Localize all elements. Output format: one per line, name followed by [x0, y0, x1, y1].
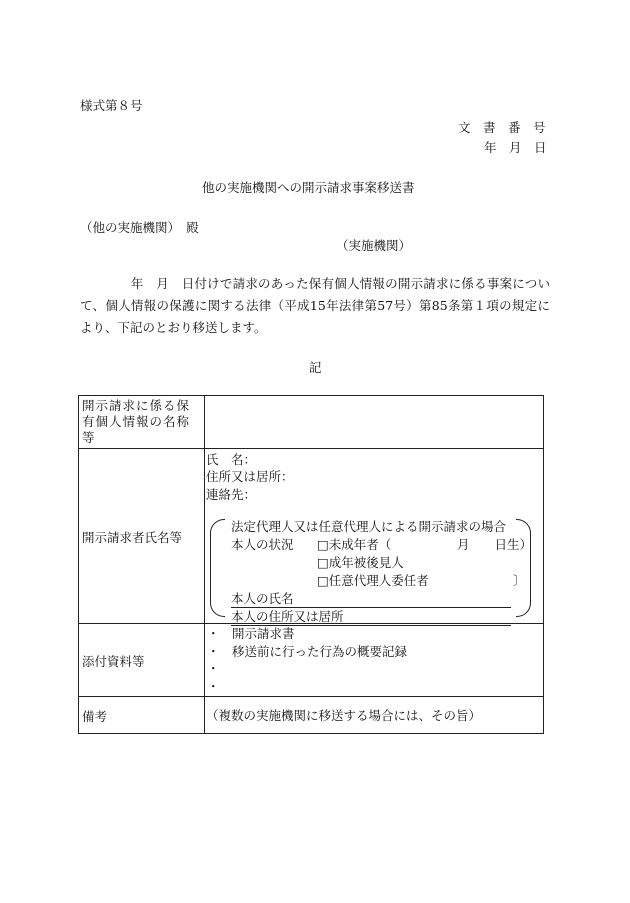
close-bracket: 〕 [513, 573, 526, 588]
checkbox-delegate[interactable]: □任意代理人委任者 [317, 573, 429, 588]
principal-name: 本人の氏名 [231, 589, 511, 608]
addressee: （他の実施機関） 殿 [80, 220, 199, 235]
name-label: 氏 名： [206, 452, 257, 467]
row-label: 開示請求者氏名等 [79, 449, 205, 624]
checkbox-minor[interactable]: □未成年者（ [317, 537, 392, 552]
row-value [205, 396, 544, 449]
list-item: ・ 開示請求書 [207, 626, 295, 641]
bracket-left [210, 519, 225, 617]
address-label: 住所又は居所： [206, 469, 294, 484]
list-item: ・ [207, 678, 220, 694]
status-label: 本人の状況 [231, 537, 294, 552]
document-title: 他の実施機関への開示請求事案移送書 [202, 180, 415, 195]
bracket-right [516, 519, 531, 617]
contact-label: 連絡先： [206, 487, 257, 502]
attachments-list [205, 624, 544, 697]
date-label: 年 月 日 [484, 140, 547, 155]
proxy-title: 法定代理人又は任意代理人による開示請求の場合 [231, 519, 507, 534]
ki-heading: 記 [309, 360, 322, 375]
row-label: 添付資料等 [79, 624, 205, 697]
table-row [79, 396, 544, 449]
list-item: ・ 移送前に行った行為の概要記録 [207, 643, 408, 659]
table-row [79, 624, 544, 697]
transfer-table [78, 395, 544, 734]
table-row [79, 449, 544, 624]
requester-details [205, 449, 544, 624]
document-number-label: 文 書 番 号 [458, 120, 546, 135]
sender: （実施機関） [336, 238, 412, 253]
principal-address: 本人の住所又は居所 [231, 607, 511, 626]
row-label: 開示請求に係る保有個人情報の名称等 [79, 396, 205, 449]
form-number: 様式第８号 [80, 98, 143, 113]
remarks-value: （複数の実施機関に移送する場合には、その旨） [205, 697, 544, 734]
list-item: ・ [207, 661, 220, 676]
minor-birthdate: 月 日生） [457, 537, 533, 552]
table-row [79, 697, 544, 734]
row-label: 備考 [79, 697, 205, 734]
body-paragraph: 年 月 日付けで請求のあった保有個人情報の開示請求に係る事案について、個人情報の保護に関する法律（平成15年法律第57号）第85条第１項の規定により、下記のとおり移送します。 [80, 276, 550, 335]
checkbox-adult-ward[interactable]: □成年被後見人 [317, 555, 404, 570]
